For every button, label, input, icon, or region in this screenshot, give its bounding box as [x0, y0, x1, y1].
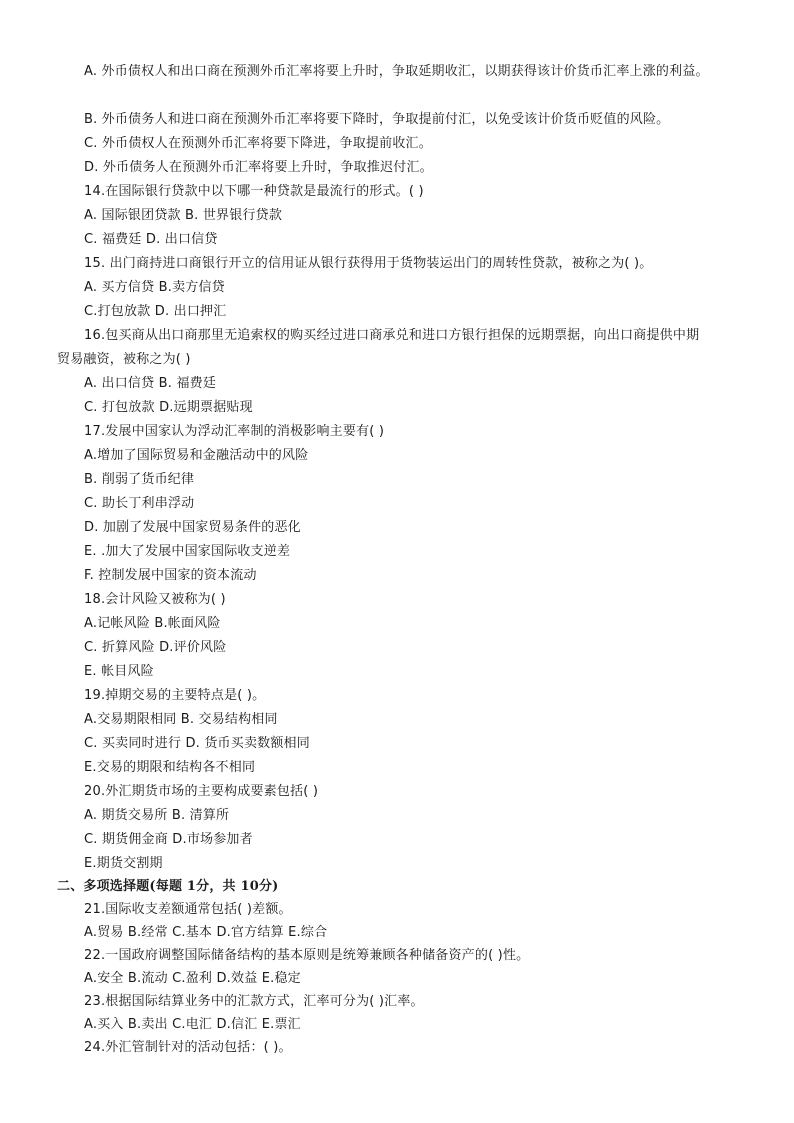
option-13c: C. 外币债权人在预测外币汇率将要下降进，争取提前收汇。 — [84, 136, 432, 151]
question-19: 19.掉期交易的主要特点是( )。 — [84, 688, 266, 703]
options-20-ab: A. 期货交易所 B. 清算所 — [84, 808, 230, 823]
question-18: 18.会计风险又被称为( ) — [84, 592, 226, 607]
option-13a: A. 外币债权人和出口商在预测外币汇率将要上升时，争取延期收汇，以期获得该计价货币汇率上涨的利益。 — [84, 64, 709, 79]
options-23: A.买入 B.卖出 C.电汇 D.信汇 E.票汇 — [84, 1017, 301, 1032]
options-22: A.安全 B.流动 C.盈利 D.效益 E.稳定 — [84, 971, 301, 986]
option-17e: E. .加大了发展中国家国际收支逆差 — [84, 544, 291, 559]
question-15: 15. 出门商持进口商银行开立的信用证从银行获得用于货物装运出门的周转性贷款，被称之为( )。 — [84, 256, 653, 271]
option-18e: E. 帐目风险 — [84, 664, 154, 679]
option-13b: B. 外币债务人和进口商在预测外币汇率将要下降时，争取提前付汇，以免受该计价货币贬值的风险。 — [84, 112, 670, 127]
question-17: 17.发展中国家认为浮动汇率制的消极影响主要有( ) — [84, 424, 385, 439]
option-19e: E.交易的期限和结构各不相同 — [84, 760, 256, 775]
options-19-ab: A.交易期限相同 B. 交易结构相同 — [84, 712, 278, 727]
option-17c: C. 助长丁利串浮动 — [84, 496, 195, 511]
options-21: A.贸易 B.经常 C.基本 D.官方结算 E.综合 — [84, 925, 328, 940]
option-20e: E.期货交割期 — [84, 856, 163, 871]
question-16-continued: 贸易融资，被称之为( ) — [57, 352, 191, 367]
option-17d: D. 加剧了发展中国家贸易条件的恶化 — [84, 520, 301, 535]
question-14: 14.在国际银行贷款中以下哪一种贷款是最流行的形式。( ) — [84, 184, 424, 199]
options-14-cd: C. 福费廷 D. 出口信贷 — [84, 232, 218, 247]
question-21: 21.国际收支差额通常包括( )差额。 — [84, 902, 292, 917]
question-23: 23.根据国际结算业务中的汇款方式，汇率可分为( )汇率。 — [84, 994, 424, 1009]
section-heading: 二、多项选择题(每题 1分，共 10分) — [57, 879, 279, 894]
question-16: 16.包买商从出口商那里无追索权的购买经过进口商承兑和进口方银行担保的远期票据，向出口商提供中期 — [84, 328, 700, 343]
options-19-cd: C. 买卖同时进行 D. 货币买卖数额相同 — [84, 736, 310, 751]
options-15-ab: A. 买方信贷 B.卖方信贷 — [84, 280, 225, 295]
options-18-ab: A.记帐风险 B.帐面风险 — [84, 616, 221, 631]
question-22: 22.一国政府调整国际储备结构的基本原则是统筹兼顾各种储备资产的( )性。 — [84, 948, 530, 963]
option-17a: A.增加了国际贸易和金融活动中的风险 — [84, 448, 309, 463]
question-24: 24.外汇管制针对的活动包括：( )。 — [84, 1040, 292, 1055]
option-17b: B. 削弱了货币纪律 — [84, 472, 195, 487]
options-16-ab: A. 出口信贷 B. 福费廷 — [84, 376, 217, 391]
options-18-cd: C. 折算风险 D.评价风险 — [84, 640, 227, 655]
option-13d: D. 外币债务人在预测外币汇率将要上升时，争取推迟付汇。 — [84, 160, 433, 175]
options-20-cd: C. 期货佣金商 D.市场参加者 — [84, 832, 253, 847]
option-17f: F. 控制发展中国家的资本流动 — [84, 568, 257, 583]
question-20: 20.外汇期货市场的主要构成要素包括( ) — [84, 784, 319, 799]
options-15-cd: C.打包放款 D. 出口押汇 — [84, 304, 227, 319]
options-14-ab: A. 国际银团贷款 B. 世界银行贷款 — [84, 208, 283, 223]
options-16-cd: C. 打包放款 D.远期票据贴现 — [84, 400, 253, 415]
